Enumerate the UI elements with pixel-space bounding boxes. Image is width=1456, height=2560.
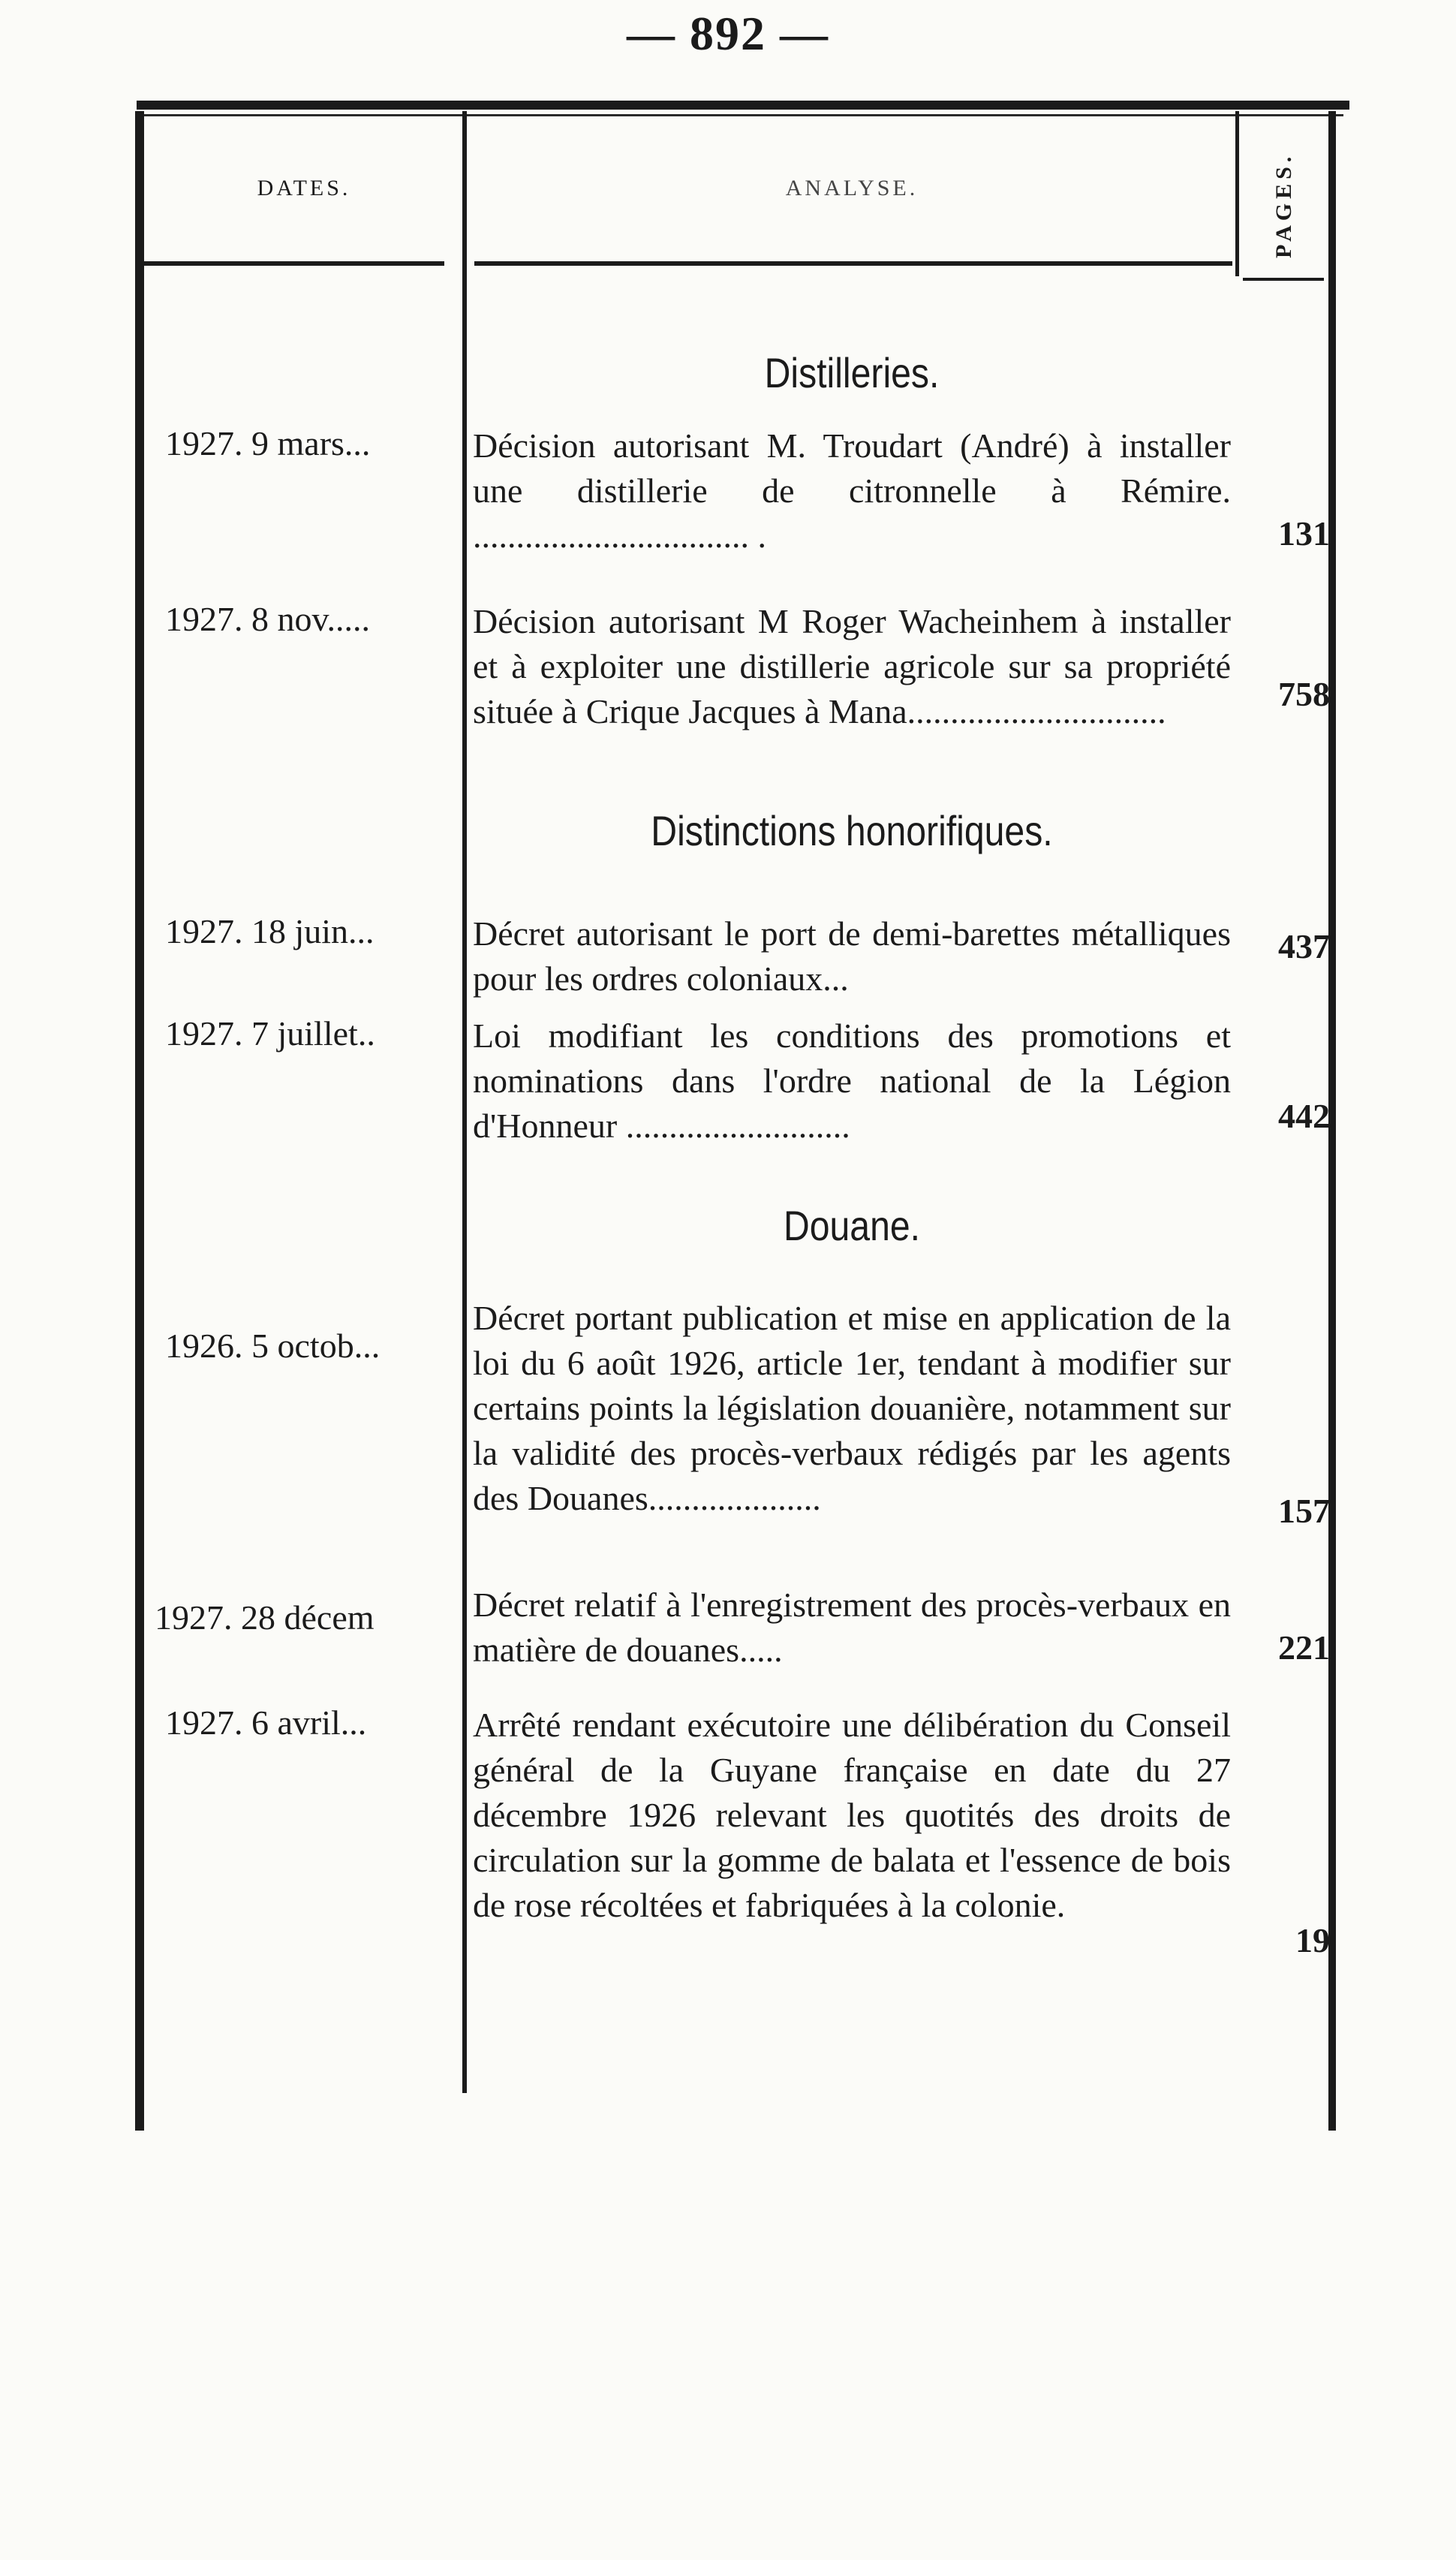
entry-analysis: Décret portant publication et mise en application de la loi du 6 août 1926, article 1er, tendant à modifier sur certains points la législation douanière, notamment sur la validité des procès-verbaux rédigés par les agents des Douanes.................... (473, 1299, 1231, 1517)
section-title-distilleries: Distilleries. (764, 349, 940, 396)
section-title-distinctions: Distinctions honorifiques. (651, 807, 1053, 854)
entry-date: 1927. 8 nov..... (165, 600, 371, 638)
column-header-dates: DATES. (257, 176, 351, 200)
entry-date: 1927. 6 avril... (165, 1703, 367, 1742)
entry-analysis: Décret relatif à l'enregistrement des procès-verbaux en matière de douanes..... (473, 1586, 1231, 1669)
column-header-pages: PAGES. (1271, 152, 1296, 258)
entry-page-ref: 437 (1278, 927, 1330, 965)
table-top-rule-thin (143, 114, 1343, 116)
table-left-border (135, 111, 144, 2131)
page-number: — 892 — (627, 7, 829, 60)
table-top-rule (137, 101, 1349, 110)
entry-page-ref: 19 (1295, 1921, 1330, 1959)
header-rule-dates (144, 261, 444, 266)
entry-analysis: Décret autorisant le port de demi-barettes métalliques pour les ordres coloniaux... (473, 914, 1231, 998)
entry-analysis: Décision autorisant M Roger Wacheinhem à installer et à exploiter une distillerie agricole sur sa propriété située à Crique Jacques à Mana.............................. (473, 602, 1231, 730)
column-header-analyse: ANALYSE. (785, 176, 919, 200)
entry-page-ref: 221 (1278, 1628, 1330, 1667)
page-number-value: 892 (690, 7, 766, 60)
entry-page-ref: 442 (1278, 1097, 1330, 1135)
entry-date: 1926. 5 octob... (165, 1327, 381, 1365)
header-rule-analyse (474, 261, 1232, 266)
header-rule-pages (1243, 278, 1324, 281)
entry-analysis: Loi modifiant les conditions des promotions et nominations dans l'ordre national de la Légion d'Honneur .......................... (473, 1016, 1231, 1145)
entry-date: 1927. 28 décem (155, 1598, 375, 1637)
entry-page-ref: 131 (1278, 514, 1330, 553)
entry-date: 1927. 9 mars... (165, 424, 371, 462)
index-table (143, 101, 1346, 2132)
entry-date: 1927. 7 juillet.. (165, 1014, 375, 1053)
column-divider-pages (1235, 111, 1239, 276)
column-divider-dates (462, 111, 467, 2093)
entry-analysis: Décision autorisant M. Troudart (André) à installer une distillerie de citronnelle à Rémire. ................................ . (473, 426, 1231, 555)
entry-page-ref: 157 (1278, 1492, 1330, 1530)
section-title-douane: Douane. (783, 1202, 921, 1249)
entry-analysis: Arrêté rendant exécutoire une délibération du Conseil général de la Guyane française en date du 27 décembre 1926 relevant les quotités des droits de circulation sur la gomme de balata et l'essence de bois de rose récoltées et fabriquées à la colonie. (473, 1706, 1231, 1924)
entry-page-ref: 758 (1278, 675, 1330, 713)
entry-date: 1927. 18 juin... (165, 912, 375, 950)
